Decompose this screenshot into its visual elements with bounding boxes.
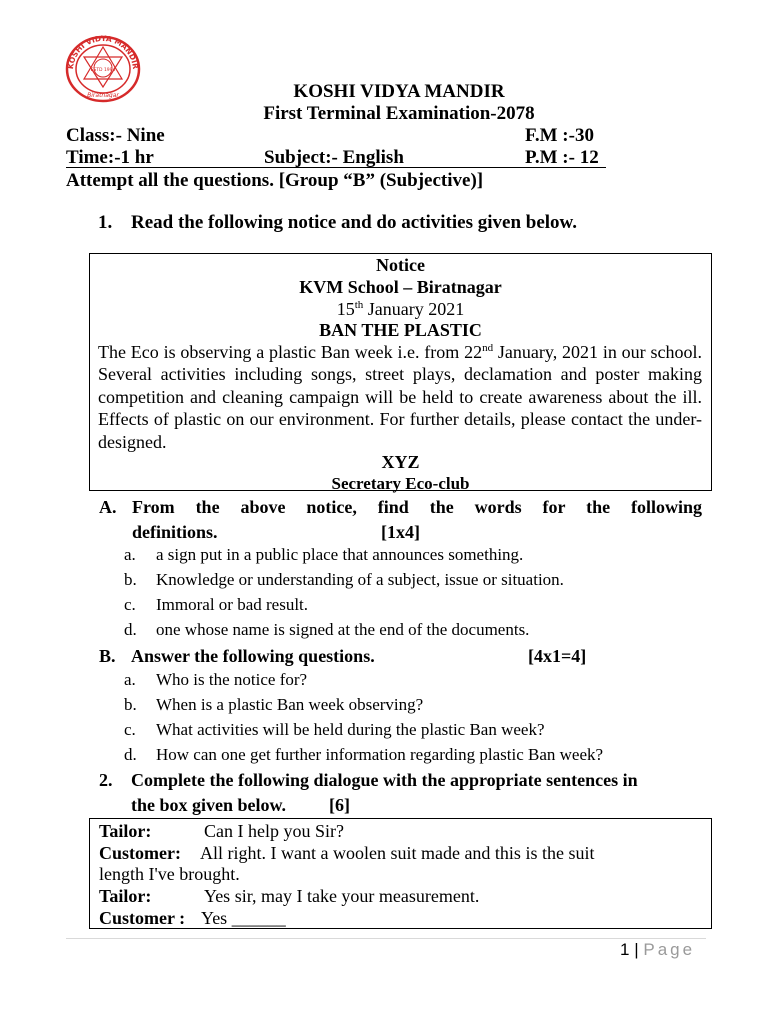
- q1-number: 1.: [98, 212, 113, 233]
- page-word: Page: [643, 940, 696, 959]
- time-label: Time:-1 hr: [66, 147, 154, 168]
- logo-center-text: ESTD 1994: [90, 68, 116, 73]
- dialogue-text: length I've brought.: [99, 864, 240, 884]
- logo-bottom-text: Biratnagar: [87, 92, 119, 99]
- notice-body: The Eco is observing a plastic Ban week i.e. from 22nd January, 2021 in our school. Several activities including songs, street plays, declamation and poster making competition and cleaning campaign will be held to create awareness about the ill. Effects of plastic on our environment. For further details, please contact the under-designed.: [98, 342, 702, 452]
- dialogue-text: All right. I want a woolen suit made and this is the suit: [200, 843, 595, 863]
- dialogue-text: Can I help you Sir?: [204, 821, 344, 841]
- instruction: Attempt all the questions. [Group “B” (Subjective)]: [66, 170, 484, 191]
- notice-signer-title: Secretary Eco-club: [331, 474, 470, 493]
- dialogue-speaker: Tailor:: [99, 821, 152, 841]
- q2-line1: Complete the following dialogue with the appropriate sentences in: [131, 770, 638, 790]
- class-label: Class:- Nine: [66, 125, 165, 146]
- dialogue-speaker: Tailor:: [99, 886, 152, 906]
- page-separator: |: [634, 940, 639, 959]
- q2-line2: the box given below.: [131, 795, 287, 815]
- section-b-label: B.: [99, 646, 116, 666]
- section-b-text: Answer the following questions.: [131, 646, 375, 666]
- footer-divider: [66, 938, 706, 939]
- dialogue-text: Yes sir, may I take your measurement.: [204, 886, 480, 906]
- subject-label: Subject:- English: [264, 147, 404, 168]
- page-footer: [620, 940, 695, 960]
- page-number: 1: [620, 940, 630, 959]
- notice-date: 15th January 2021: [336, 299, 465, 319]
- pass-marks-label: P.M :- 12: [525, 147, 599, 168]
- dialogue-speaker: Customer :: [99, 908, 186, 928]
- q2-marks: [6]: [329, 795, 350, 815]
- notice-title: BAN THE PLASTIC: [319, 320, 482, 340]
- notice-signer: XYZ: [381, 452, 420, 472]
- logo-ring-text: KOSHI VIDYA MANDIR: [65, 35, 141, 70]
- exam-title: First Terminal Examination-2078: [263, 103, 535, 124]
- notice-heading: Notice: [376, 255, 425, 275]
- dialogue-text: Yes ______: [201, 908, 286, 928]
- q1-text: Read the following notice and do activities given below.: [131, 212, 577, 233]
- q2-number: 2.: [99, 770, 113, 790]
- school-name: KOSHI VIDYA MANDIR: [293, 81, 505, 102]
- full-marks-label: F.M :-30: [525, 125, 594, 146]
- dialogue-speaker: Customer:: [99, 843, 181, 863]
- notice-school: KVM School – Biratnagar: [299, 277, 502, 297]
- section-b-marks: [4x1=4]: [528, 646, 587, 666]
